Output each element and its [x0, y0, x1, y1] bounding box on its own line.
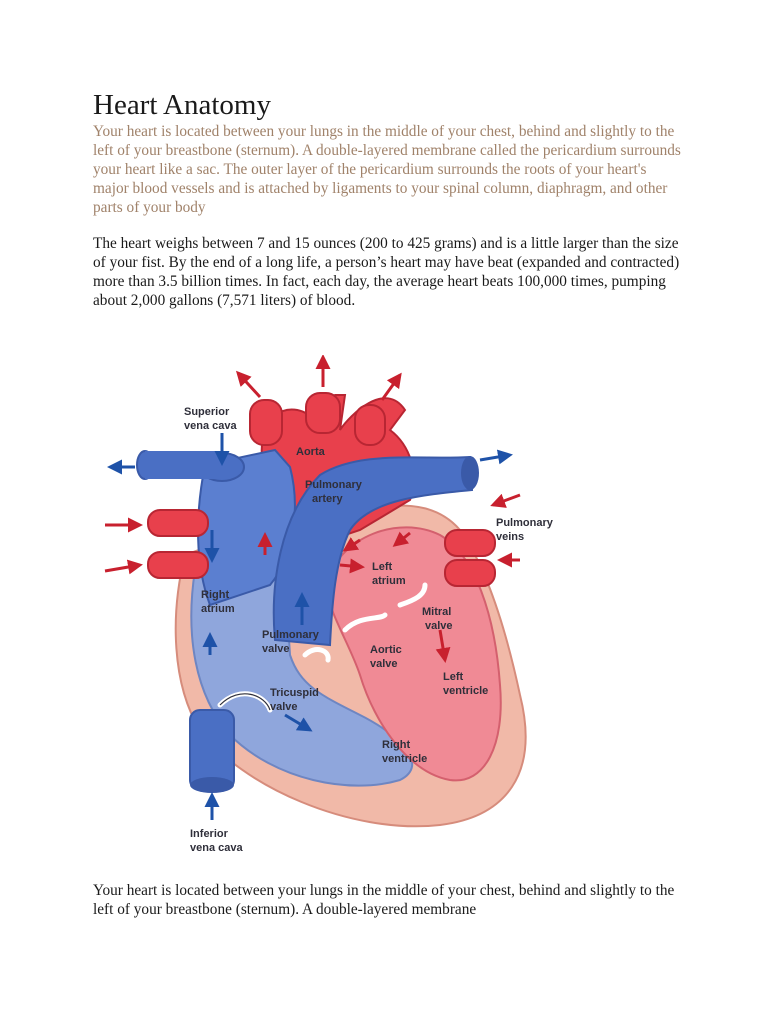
label-aortic-valve-2: valve	[370, 658, 398, 670]
page-title: Heart Anatomy	[93, 89, 271, 121]
label-pulmonary-valve-1: Pulmonary	[262, 629, 319, 641]
label-pulmonary-artery-2: artery	[312, 493, 343, 505]
label-pulmonary-artery-1: Pulmonary	[305, 479, 362, 491]
body-paragraph: The heart weighs between 7 and 15 ounces (200 to 425 grams) and is a little larger than the size of your fist. By the end of a long life, a person’s heart may have beat (expanded and contracted) more than 3.5 billion times. In fact, each day, the average heart beats 100,000 times, pumping about 2,000 gallons (7,571 liters) of blood.	[93, 235, 680, 309]
label-mitral-valve-2: valve	[425, 620, 453, 632]
aorta-branch-center	[306, 393, 340, 433]
label-inferior-vena-cava-2: vena cava	[190, 842, 243, 854]
label-tricuspid-valve-1: Tricuspid	[270, 687, 319, 699]
label-pulmonary-valve-2: valve	[262, 643, 290, 655]
label-right-ventricle-1: Right	[382, 739, 411, 751]
label-inferior-vena-cava-1: Inferior	[190, 828, 228, 840]
aorta-branch-right	[355, 405, 385, 445]
label-right-ventricle-2: ventricle	[382, 753, 428, 765]
label-aortic-valve-1: Aortic	[370, 644, 402, 656]
label-superior-vena-cava-1: Superior	[184, 406, 230, 418]
label-tricuspid-valve-2: valve	[270, 701, 298, 713]
label-aorta: Aorta	[296, 446, 325, 458]
aorta-branch-left	[250, 400, 282, 445]
label-right-atrium-1: Right	[201, 589, 230, 601]
label-pulmonary-veins-2: veins	[496, 531, 525, 543]
label-left-ventricle-2: ventricle	[443, 685, 489, 697]
intro-paragraph: Your heart is located between your lungs in the middle of your chest, behind and slightly to the left of your breastbone (sternum). A double-layered membrane called the pericardium surrounds your heart like a sac. The outer layer of the pericardium surrounds the roots of your heart's major blood vessels and is attached by ligaments to your spinal column, diaphragm, and other parts of your body	[93, 123, 681, 216]
bottom-paragraph: Your heart is located between your lungs in the middle of your chest, behind and slightly to the left of your breastbone (sternum). A double-layered membrane	[93, 882, 675, 918]
label-mitral-valve-1: Mitral	[422, 606, 452, 618]
label-left-atrium-1: Left	[372, 561, 393, 573]
label-left-atrium-2: atrium	[372, 575, 406, 587]
label-superior-vena-cava-2: vena cava	[184, 420, 237, 432]
label-right-atrium-2: atrium	[201, 603, 235, 615]
label-left-ventricle-1: Left	[443, 671, 464, 683]
label-pulmonary-veins-1: Pulmonary	[496, 517, 553, 529]
heart-diagram	[100, 355, 580, 865]
